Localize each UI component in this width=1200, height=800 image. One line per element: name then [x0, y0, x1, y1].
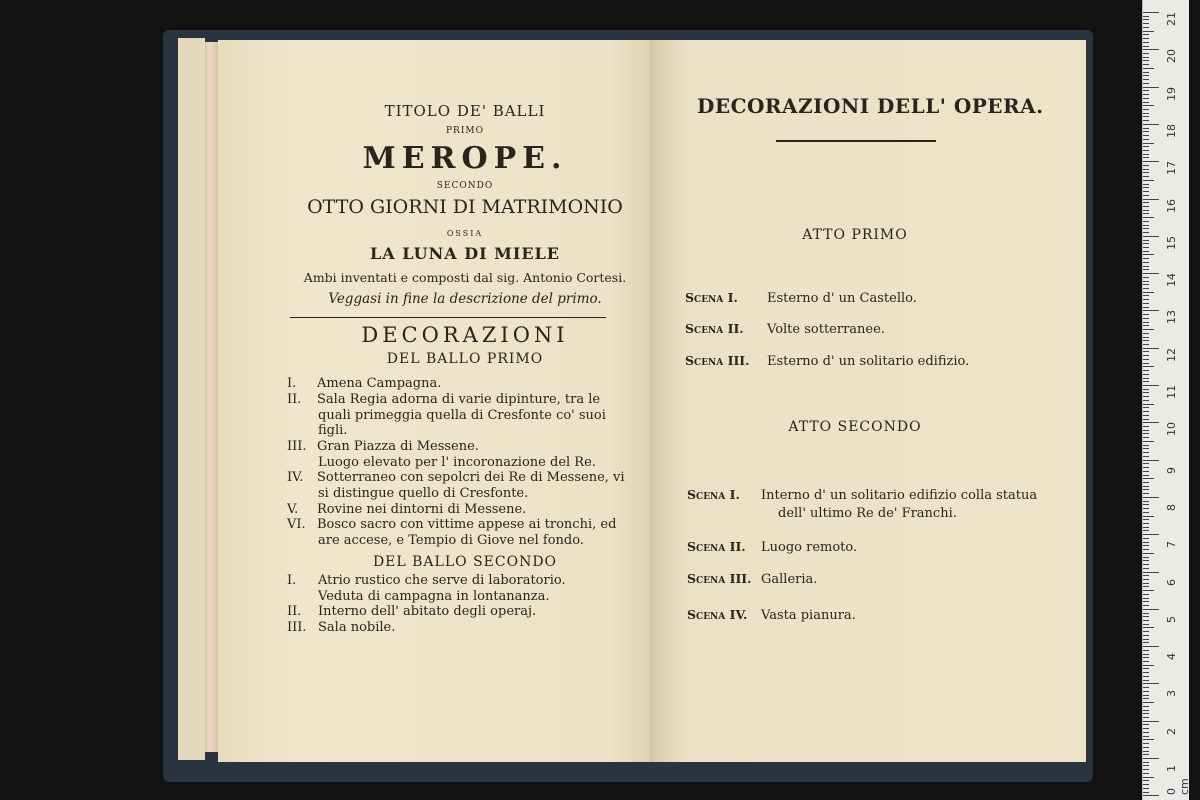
- ruler-tick: [1143, 549, 1149, 550]
- ruler-tick: [1143, 683, 1159, 684]
- ruler-tick: [1143, 504, 1149, 505]
- scene-description: Vasta pianura.: [761, 608, 856, 623]
- ruler-tick: [1143, 713, 1149, 714]
- ruler-tick: [1143, 724, 1149, 725]
- ruler-tick: [1143, 381, 1149, 382]
- scene-label: Scena II.: [685, 321, 744, 336]
- ruler-tick: [1143, 780, 1149, 781]
- ruler-tick: [1143, 295, 1149, 296]
- decoration-item: Sotterraneo con sepolcri dei Re di Messene, vi: [317, 470, 625, 485]
- ruler-tick: [1143, 38, 1149, 39]
- ruler-tick: [1143, 359, 1149, 360]
- ruler-tick: [1143, 579, 1149, 580]
- atto-primo-heading: ATTO PRIMO: [802, 227, 908, 243]
- ruler-tick: [1143, 728, 1149, 729]
- ruler-tick: [1143, 624, 1149, 625]
- ruler-tick: [1143, 620, 1149, 621]
- measurement-ruler: [1142, 0, 1189, 800]
- decoration-item: Sala Regia adorna di varie dipinture, tra le: [317, 392, 601, 407]
- ruler-tick: [1143, 94, 1149, 95]
- page-stack: [178, 38, 205, 760]
- ruler-tick: [1143, 221, 1149, 222]
- ruler-tick: [1143, 654, 1149, 655]
- ruler-tick: [1143, 310, 1159, 311]
- ruler-tick: [1143, 415, 1149, 416]
- ruler-tick: [1143, 769, 1149, 770]
- ruler-tick: [1143, 139, 1149, 140]
- ruler-tick: [1143, 243, 1149, 244]
- ruler-tick: [1143, 527, 1149, 528]
- ruler-tick: [1143, 698, 1149, 699]
- ruler-number: 7: [1165, 541, 1178, 549]
- ruler-number: 20: [1165, 49, 1178, 64]
- ruler-tick: [1143, 385, 1159, 386]
- ruler-tick: [1143, 31, 1154, 32]
- ruler-tick: [1143, 777, 1154, 778]
- ruler-tick: [1143, 247, 1149, 248]
- note-line: Veggasi in fine la descrizione del primo.: [328, 291, 602, 307]
- ruler-tick: [1143, 736, 1149, 737]
- ruler-tick: [1143, 545, 1149, 546]
- item-number: V.: [287, 502, 299, 517]
- ruler-tick: [1143, 467, 1149, 468]
- ruler-tick: [1143, 150, 1149, 151]
- ruler-tick: [1143, 146, 1149, 147]
- ruler-tick: [1143, 583, 1149, 584]
- ruler-tick: [1143, 131, 1149, 132]
- scene-description: Interno d' un solitario edifizio colla statua: [761, 488, 1038, 503]
- ruler-tick: [1143, 747, 1149, 748]
- ruler-tick: [1143, 262, 1149, 263]
- ruler-tick: [1143, 232, 1149, 233]
- ruler-tick: [1143, 269, 1149, 270]
- ruler-tick: [1143, 120, 1149, 121]
- ruler-tick: [1143, 657, 1149, 658]
- ruler-number: 19: [1165, 86, 1178, 101]
- opera-decorations-title: DECORAZIONI DELL' OPERA.: [697, 94, 1044, 118]
- ruler-tick: [1143, 202, 1149, 203]
- ruler-tick: [1143, 75, 1149, 76]
- ruler-tick: [1143, 109, 1149, 110]
- ruler-tick: [1143, 366, 1154, 367]
- ruler-tick: [1143, 452, 1149, 453]
- ruler-tick: [1143, 433, 1149, 434]
- ruler-tick: [1143, 161, 1159, 162]
- ruler-tick: [1143, 199, 1159, 200]
- ruler-tick: [1143, 400, 1149, 401]
- ruler-tick: [1143, 284, 1149, 285]
- ruler-tick: [1143, 90, 1149, 91]
- ruler-tick: [1143, 751, 1149, 752]
- ruler-tick: [1143, 553, 1154, 554]
- ruler-tick: [1143, 646, 1159, 647]
- ruler-number: 9: [1165, 466, 1178, 474]
- scene-description: Galleria.: [761, 572, 818, 587]
- ruler-tick: [1143, 441, 1154, 442]
- ruler-tick: [1143, 363, 1149, 364]
- ruler-tick: [1143, 575, 1149, 576]
- ruler-tick: [1143, 407, 1149, 408]
- ruler-tick: [1143, 12, 1159, 13]
- ruler-tick: [1143, 57, 1149, 58]
- ruler-tick: [1143, 251, 1149, 252]
- ruler-tick: [1143, 355, 1149, 356]
- scene-description: Esterno d' un solitario edifizio.: [767, 354, 970, 369]
- ruler-tick: [1143, 329, 1154, 330]
- ruler-tick: [1143, 68, 1154, 69]
- ruler-tick: [1143, 370, 1149, 371]
- secondo-label: SECONDO: [436, 181, 494, 191]
- item-number: II.: [287, 392, 302, 407]
- ruler-tick: [1143, 143, 1154, 144]
- scene-label: Scena III.: [687, 571, 752, 586]
- scene-label: Scena I.: [685, 290, 738, 305]
- ruler-tick: [1143, 560, 1149, 561]
- ruler-tick: [1143, 482, 1149, 483]
- ruler-tick: [1143, 672, 1149, 673]
- ruler-number: 21: [1165, 12, 1178, 26]
- ruler-tick: [1143, 422, 1159, 423]
- ballet2-title: OTTO GIORNI DI MATRIMONIO: [307, 196, 623, 218]
- ruler-tick: [1143, 590, 1154, 591]
- scene-description: Luogo remoto.: [761, 540, 858, 555]
- ruler-tick: [1143, 430, 1149, 431]
- ruler-tick: [1143, 288, 1149, 289]
- ruler-tick: [1143, 586, 1149, 587]
- balli-header: TITOLO DE' BALLI: [384, 102, 546, 120]
- scene-description: Volte sotterranee.: [767, 322, 885, 337]
- ruler-tick: [1143, 307, 1149, 308]
- ruler-tick: [1143, 538, 1149, 539]
- ruler-tick: [1143, 404, 1154, 405]
- ruler-tick: [1143, 217, 1154, 218]
- ruler-tick: [1143, 784, 1149, 785]
- ruler-tick: [1143, 478, 1154, 479]
- ruler-number: 8: [1165, 503, 1178, 511]
- ballo-primo-heading: DEL BALLO PRIMO: [386, 351, 544, 367]
- primo-label: PRIMO: [446, 126, 484, 136]
- ruler-tick: [1143, 281, 1149, 282]
- ruler-tick: [1143, 721, 1159, 722]
- left-divider-rule: [290, 317, 606, 318]
- ruler-tick: [1143, 627, 1154, 628]
- ruler-tick: [1143, 530, 1149, 531]
- ruler-tick: [1143, 46, 1149, 47]
- ruler-tick: [1143, 83, 1149, 84]
- ruler-tick: [1143, 680, 1149, 681]
- decoration-item: figli.: [318, 423, 348, 438]
- ruler-tick: [1143, 49, 1159, 50]
- ruler-tick: [1143, 72, 1149, 73]
- ruler-tick: [1143, 732, 1149, 733]
- ruler-tick: [1143, 154, 1149, 155]
- ruler-tick: [1143, 213, 1149, 214]
- ruler-tick: [1143, 176, 1149, 177]
- ruler-tick: [1143, 758, 1159, 759]
- ruler-tick: [1143, 225, 1149, 226]
- ruler-tick: [1143, 516, 1154, 517]
- ruler-number: 15: [1165, 235, 1178, 250]
- decoration-item: Amena Campagna.: [317, 376, 442, 391]
- ruler-tick: [1143, 53, 1149, 54]
- ballo-secondo-heading: DEL BALLO SECONDO: [372, 554, 558, 570]
- ruler-tick: [1143, 64, 1149, 65]
- ruler-number: 16: [1165, 198, 1178, 213]
- credit-line: Ambi inventati e composti dal sig. Antonio Cortesi.: [303, 270, 627, 285]
- scene-label: Scena II.: [687, 539, 746, 554]
- ruler-tick: [1143, 639, 1149, 640]
- ruler-tick: [1143, 642, 1149, 643]
- ruler-tick: [1143, 710, 1149, 711]
- ruler-tick: [1143, 523, 1149, 524]
- ruler-tick: [1143, 661, 1149, 662]
- ruler-tick: [1143, 635, 1149, 636]
- ruler-tick: [1143, 23, 1149, 24]
- ruler-tick: [1143, 116, 1149, 117]
- ruler-tick: [1143, 102, 1149, 103]
- ruler-number: 12: [1165, 347, 1178, 362]
- ruler-tick: [1143, 795, 1159, 796]
- ruler-tick: [1143, 609, 1159, 610]
- ruler-number: 3: [1165, 690, 1178, 698]
- decoration-item: Veduta di campagna in lontananza.: [318, 589, 550, 604]
- decoration-item: Gran Piazza di Messene.: [317, 439, 479, 454]
- ruler-tick: [1143, 292, 1154, 293]
- ballet1-title: MEROPE.: [362, 141, 568, 176]
- decoration-item: are accese, e Tempio di Giove nel fondo.: [318, 533, 584, 548]
- ruler-tick: [1143, 706, 1149, 707]
- ruler-tick: [1143, 325, 1149, 326]
- ruler-tick: [1143, 344, 1149, 345]
- ruler-tick: [1143, 318, 1149, 319]
- item-number: I.: [287, 573, 297, 588]
- ruler-tick: [1143, 374, 1149, 375]
- item-number: III.: [287, 439, 307, 454]
- ruler-number: 10: [1165, 422, 1178, 437]
- ruler-tick: [1143, 631, 1149, 632]
- decoration-item: si distingue quello di Cresfonte.: [318, 486, 529, 501]
- decoration-item: Luogo elevato per l' incoronazione del Re.: [318, 455, 596, 470]
- ruler-tick: [1143, 258, 1149, 259]
- ruler-tick: [1143, 448, 1149, 449]
- ruler-tick: [1143, 613, 1149, 614]
- ruler-tick: [1143, 180, 1154, 181]
- ruler-tick: [1143, 79, 1149, 80]
- ruler-tick: [1143, 542, 1149, 543]
- ruler-tick: [1143, 60, 1149, 61]
- ruler-tick: [1143, 266, 1149, 267]
- ruler-tick: [1143, 16, 1149, 17]
- ruler-number: 13: [1165, 310, 1178, 325]
- ruler-tick: [1143, 87, 1159, 88]
- ruler-tick: [1143, 508, 1149, 509]
- ruler-tick: [1143, 486, 1149, 487]
- atto-secondo-heading: ATTO SECONDO: [788, 419, 922, 435]
- ruler-tick: [1143, 650, 1149, 651]
- scene-label: Scena IV.: [687, 607, 748, 622]
- right-page: [653, 40, 1086, 762]
- ruler-tick: [1143, 210, 1149, 211]
- scene-description-continued: dell' ultimo Re de' Franchi.: [778, 506, 957, 521]
- ruler-tick: [1143, 98, 1149, 99]
- ruler-number: 4: [1165, 653, 1178, 661]
- ruler-tick: [1143, 228, 1149, 229]
- ruler-number: 5: [1165, 615, 1178, 623]
- ruler-tick: [1143, 27, 1149, 28]
- decorazioni-title: DECORAZIONI: [361, 323, 569, 347]
- item-number: IV.: [287, 470, 304, 485]
- ruler-tick: [1143, 195, 1149, 196]
- scene-description: Esterno d' un Castello.: [767, 291, 917, 306]
- ruler-tick: [1143, 463, 1149, 464]
- ruler-tick: [1143, 314, 1149, 315]
- ruler-tick: [1143, 124, 1159, 125]
- right-title-rule: [776, 140, 936, 142]
- ruler-tick: [1143, 754, 1149, 755]
- ruler-tick: [1143, 172, 1149, 173]
- ruler-tick: [1143, 277, 1149, 278]
- item-number: VI.: [287, 517, 306, 532]
- decoration-item: Sala nobile.: [318, 620, 396, 635]
- ruler-tick: [1143, 691, 1149, 692]
- ruler-number: 17: [1165, 161, 1178, 176]
- ruler-number: 6: [1165, 578, 1178, 586]
- ruler-tick: [1143, 605, 1149, 606]
- ruler-tick: [1143, 762, 1149, 763]
- ruler-tick: [1143, 456, 1149, 457]
- ruler-tick: [1143, 489, 1149, 490]
- ruler-tick: [1143, 378, 1149, 379]
- ruler-tick: [1143, 389, 1149, 390]
- ruler-tick: [1143, 426, 1149, 427]
- ruler-tick: [1143, 594, 1149, 595]
- ruler-tick: [1143, 169, 1149, 170]
- decoration-item: Interno dell' abitato degli operaj.: [318, 604, 537, 619]
- scene-label: Scena I.: [687, 487, 740, 502]
- ruler-tick: [1143, 191, 1149, 192]
- ruler-tick: [1143, 187, 1149, 188]
- ruler-tick: [1143, 788, 1149, 789]
- ruler-number: 14: [1165, 273, 1178, 288]
- decoration-item: Rovine nei dintorni di Messene.: [317, 502, 527, 517]
- ruler-tick: [1143, 322, 1149, 323]
- ruler-tick: [1143, 113, 1149, 114]
- ruler-tick: [1143, 717, 1149, 718]
- ruler-tick: [1143, 348, 1159, 349]
- item-number: I.: [287, 376, 297, 391]
- ruler-tick: [1143, 337, 1149, 338]
- ruler-tick: [1143, 157, 1149, 158]
- ruler-tick: [1143, 792, 1149, 793]
- ruler-tick: [1143, 676, 1149, 677]
- ruler-tick: [1143, 396, 1149, 397]
- ruler-tick: [1143, 475, 1149, 476]
- ruler-tick: [1143, 128, 1149, 129]
- ruler-tick: [1143, 236, 1159, 237]
- ruler-tick: [1143, 105, 1154, 106]
- ruler-tick: [1143, 303, 1149, 304]
- ruler-tick: [1143, 687, 1149, 688]
- item-number: II.: [287, 604, 302, 619]
- ruler-tick: [1143, 42, 1149, 43]
- ruler-tick: [1143, 773, 1149, 774]
- ballet2-subtitle: LA LUNA DI MIELE: [370, 244, 560, 263]
- ruler-tick: [1143, 668, 1149, 669]
- ruler-tick: [1143, 165, 1149, 166]
- ruler-tick: [1143, 501, 1149, 502]
- ruler-tick: [1143, 572, 1159, 573]
- ruler-tick: [1143, 34, 1149, 35]
- ruler-tick: [1143, 333, 1149, 334]
- ruler-tick: [1143, 743, 1149, 744]
- ruler-tick: [1143, 493, 1149, 494]
- ruler-tick: [1143, 471, 1149, 472]
- ruler-number: 1: [1165, 765, 1178, 772]
- ruler-tick: [1143, 392, 1149, 393]
- ruler-tick: [1143, 460, 1159, 461]
- ruler-tick: [1143, 534, 1159, 535]
- ruler-tick: [1143, 351, 1149, 352]
- ossia-label: OSSIA: [446, 229, 484, 238]
- scene-label: Scena III.: [685, 353, 750, 368]
- ruler-tick: [1143, 437, 1149, 438]
- ruler-tick: [1143, 184, 1149, 185]
- ruler-number: 2: [1165, 727, 1178, 735]
- ruler-tick: [1143, 598, 1149, 599]
- ruler-tick: [1143, 568, 1149, 569]
- ruler-tick: [1143, 254, 1154, 255]
- ruler-tick: [1143, 665, 1154, 666]
- ruler-tick: [1143, 739, 1154, 740]
- ruler-tick: [1143, 616, 1149, 617]
- ruler-tick: [1143, 135, 1149, 136]
- ruler-tick: [1143, 273, 1159, 274]
- ruler-tick: [1143, 19, 1149, 20]
- ruler-tick: [1143, 240, 1149, 241]
- decoration-item: Atrio rustico che serve di laboratorio.: [318, 573, 566, 588]
- item-number: III.: [287, 620, 307, 635]
- ruler-tick: [1143, 519, 1149, 520]
- ruler-number: 18: [1165, 123, 1178, 138]
- ruler-tick: [1143, 702, 1154, 703]
- ruler-tick: [1143, 695, 1149, 696]
- ruler-tick: [1143, 411, 1149, 412]
- ruler-tick: [1143, 419, 1149, 420]
- ruler-unit-label: 0 cm: [1165, 778, 1191, 795]
- ruler-tick: [1143, 557, 1149, 558]
- ruler-tick: [1143, 206, 1149, 207]
- ruler-tick: [1143, 497, 1159, 498]
- page-edge: [205, 42, 218, 752]
- ruler-tick: [1143, 340, 1149, 341]
- ruler-number: 11: [1165, 385, 1178, 399]
- ruler-tick: [1143, 601, 1149, 602]
- ruler-tick: [1143, 299, 1149, 300]
- ruler-tick: [1143, 512, 1149, 513]
- decoration-item: quali primeggia quella di Cresfonte co' suoi: [318, 408, 606, 423]
- ruler-tick: [1143, 564, 1149, 565]
- ruler-tick: [1143, 765, 1149, 766]
- ruler-tick: [1143, 445, 1149, 446]
- decoration-item: Bosco sacro con vittime appese ai tronchi, ed: [317, 517, 617, 532]
